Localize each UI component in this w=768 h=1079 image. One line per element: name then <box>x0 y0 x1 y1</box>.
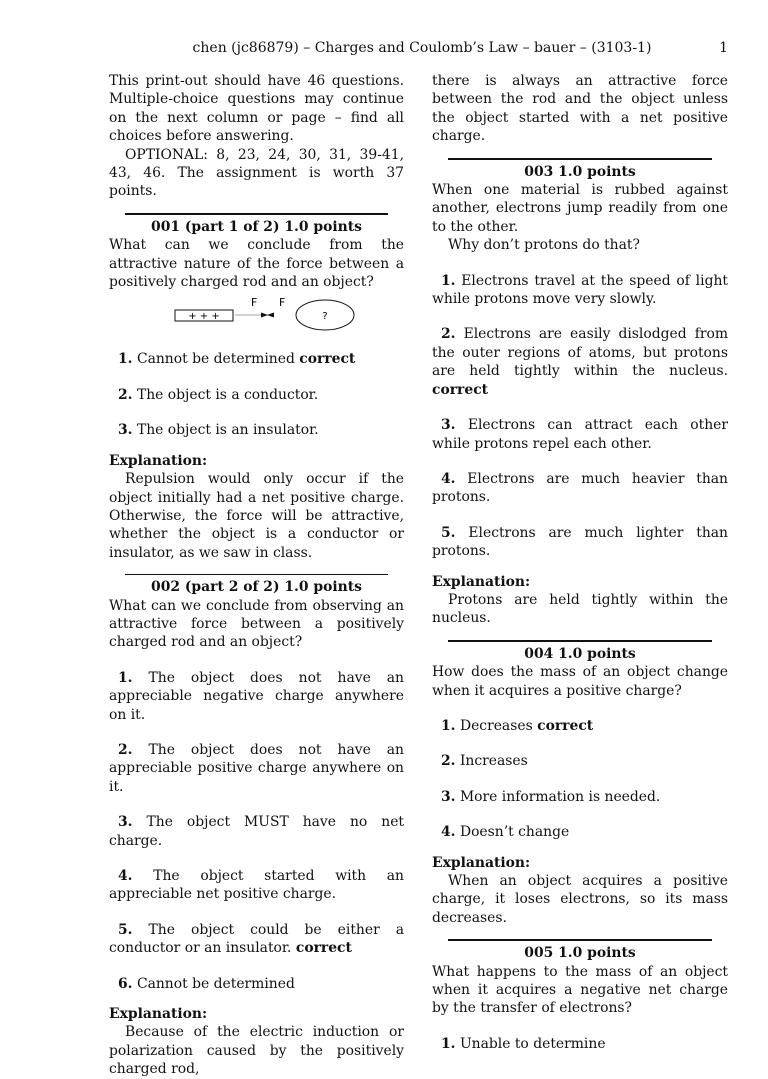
force-label-object: F <box>279 297 286 310</box>
choice-001-2: 2. The object is a conductor. <box>118 386 319 403</box>
choice-003-1: 1. Electrons travel at the speed of light while protons move very slowly. <box>432 272 728 308</box>
question-divider <box>448 158 712 160</box>
right-column <box>432 72 728 1053</box>
question-divider <box>125 574 388 575</box>
force-label-rod: F <box>251 297 258 310</box>
choice-001-3: 3. The object is an insulator. <box>118 422 319 439</box>
choice-004-4: 4. Doesn’t change <box>441 824 570 841</box>
question-divider <box>448 640 712 642</box>
question-text-003: When one material is rubbed against another, electrons jump readily from one to the other. <box>432 182 728 235</box>
explanation-heading-002: Explanation: <box>109 1006 208 1023</box>
question-text-005: What happens to the mass of an object when it acquires a negative net charge by the transfer of electrons? <box>432 963 728 1017</box>
question-text-003b: Why don’t protons do that? <box>448 237 640 254</box>
question-title-002: 002 (part 2 of 2) 1.0 points <box>151 579 362 596</box>
question-text-002: What can we conclude from observing an attractive force between a positively charged rod and an object? <box>109 597 404 651</box>
question-divider <box>125 213 388 215</box>
choice-004-2: 2. Increases <box>441 753 528 770</box>
choice-002-1: 1. The object does not have an appreciable negative charge anywhere on it. <box>109 669 404 723</box>
choice-001-1: 1. Cannot be determined correct <box>118 351 356 368</box>
correct-marker: correct <box>537 717 594 734</box>
correct-marker: correct <box>295 940 352 957</box>
question-divider <box>448 939 712 941</box>
explanation-001: Repulsion would only occur if the object initially had a net positive charge. Otherwise, the force will be attractive, whether the object is a conductor or insulator, as we saw in class. <box>109 471 404 561</box>
question-text-004: How does the mass of an object change when it acquires a positive charge? <box>432 664 728 699</box>
question-title-004: 004 1.0 points <box>524 645 636 662</box>
running-header: chen (jc86879) – Charges and Coulomb’s Law – bauer – (3103-1) <box>192 40 652 56</box>
intro-paragraph: This print-out should have 46 questions. Multiple-choice questions may continue on the next column or page – find all choices before answering. <box>109 73 404 145</box>
correct-marker: correct <box>299 351 356 368</box>
explanation-002-continued: there is always an attractive force between the rod and the object unless the object started with a net positive charge. <box>432 73 728 145</box>
choice-002-6: 6. Cannot be determined <box>118 975 295 992</box>
rod-charges-label: + + + <box>188 311 220 323</box>
object-label: ? <box>322 311 328 323</box>
choice-003-2: 2. Electrons are easily dislodged from the outer regions of atoms, but protons are held tightly within the nucleus. correct <box>432 326 729 398</box>
choice-002-2: 2. The object does not have an appreciable positive charge anywhere on it. <box>109 741 404 795</box>
choice-002-3: 3. The object MUST have no net charge. <box>109 814 405 849</box>
explanation-heading-004: Explanation: <box>432 854 531 871</box>
left-column <box>109 72 404 1079</box>
explanation-003: Protons are held tightly within the nucleus. <box>432 591 728 627</box>
question-title-003: 003 1.0 points <box>524 163 636 180</box>
choice-002-4: 4. The object started with an appreciable net positive charge. <box>109 868 404 903</box>
page-number: 1 <box>719 40 728 56</box>
choice-005-1: 1. Unable to determine <box>441 1035 606 1052</box>
rod-object-diagram <box>173 297 358 333</box>
question-text-001: What can we conclude from the attractive nature of the force between a positively charged rod and an object? <box>109 237 404 291</box>
choice-002-5: 5. The object could be either a conductor or an insulator. correct <box>109 921 404 957</box>
force-arrow-left-icon <box>267 313 274 318</box>
question-title-005: 005 1.0 points <box>524 945 636 962</box>
explanation-heading-003: Explanation: <box>432 573 531 590</box>
choice-003-5: 5. Electrons are much lighter than protons. <box>432 524 729 560</box>
choice-003-3: 3. Electrons can attract each other while protons repel each other. <box>432 417 728 452</box>
force-arrow-right-icon <box>261 313 268 318</box>
optional-note: OPTIONAL: 8, 23, 24, 30, 31, 39-41, 43, 46. The assignment is worth 37 points. <box>109 146 404 200</box>
explanation-004: When an object acquires a positive charge, it loses electrons, so its mass decreases. <box>432 873 728 926</box>
explanation-heading-001: Explanation: <box>109 452 208 469</box>
choice-004-1: 1. Decreases correct <box>441 717 594 734</box>
choice-004-3: 3. More information is needed. <box>441 788 661 805</box>
choice-003-4: 4. Electrons are much heavier than protons. <box>432 470 728 506</box>
explanation-002: Because of the electric induction or polarization caused by the positively charged rod, <box>109 1024 404 1078</box>
correct-marker: correct <box>432 381 489 398</box>
question-title-001: 001 (part 1 of 2) 1.0 points <box>151 218 362 235</box>
